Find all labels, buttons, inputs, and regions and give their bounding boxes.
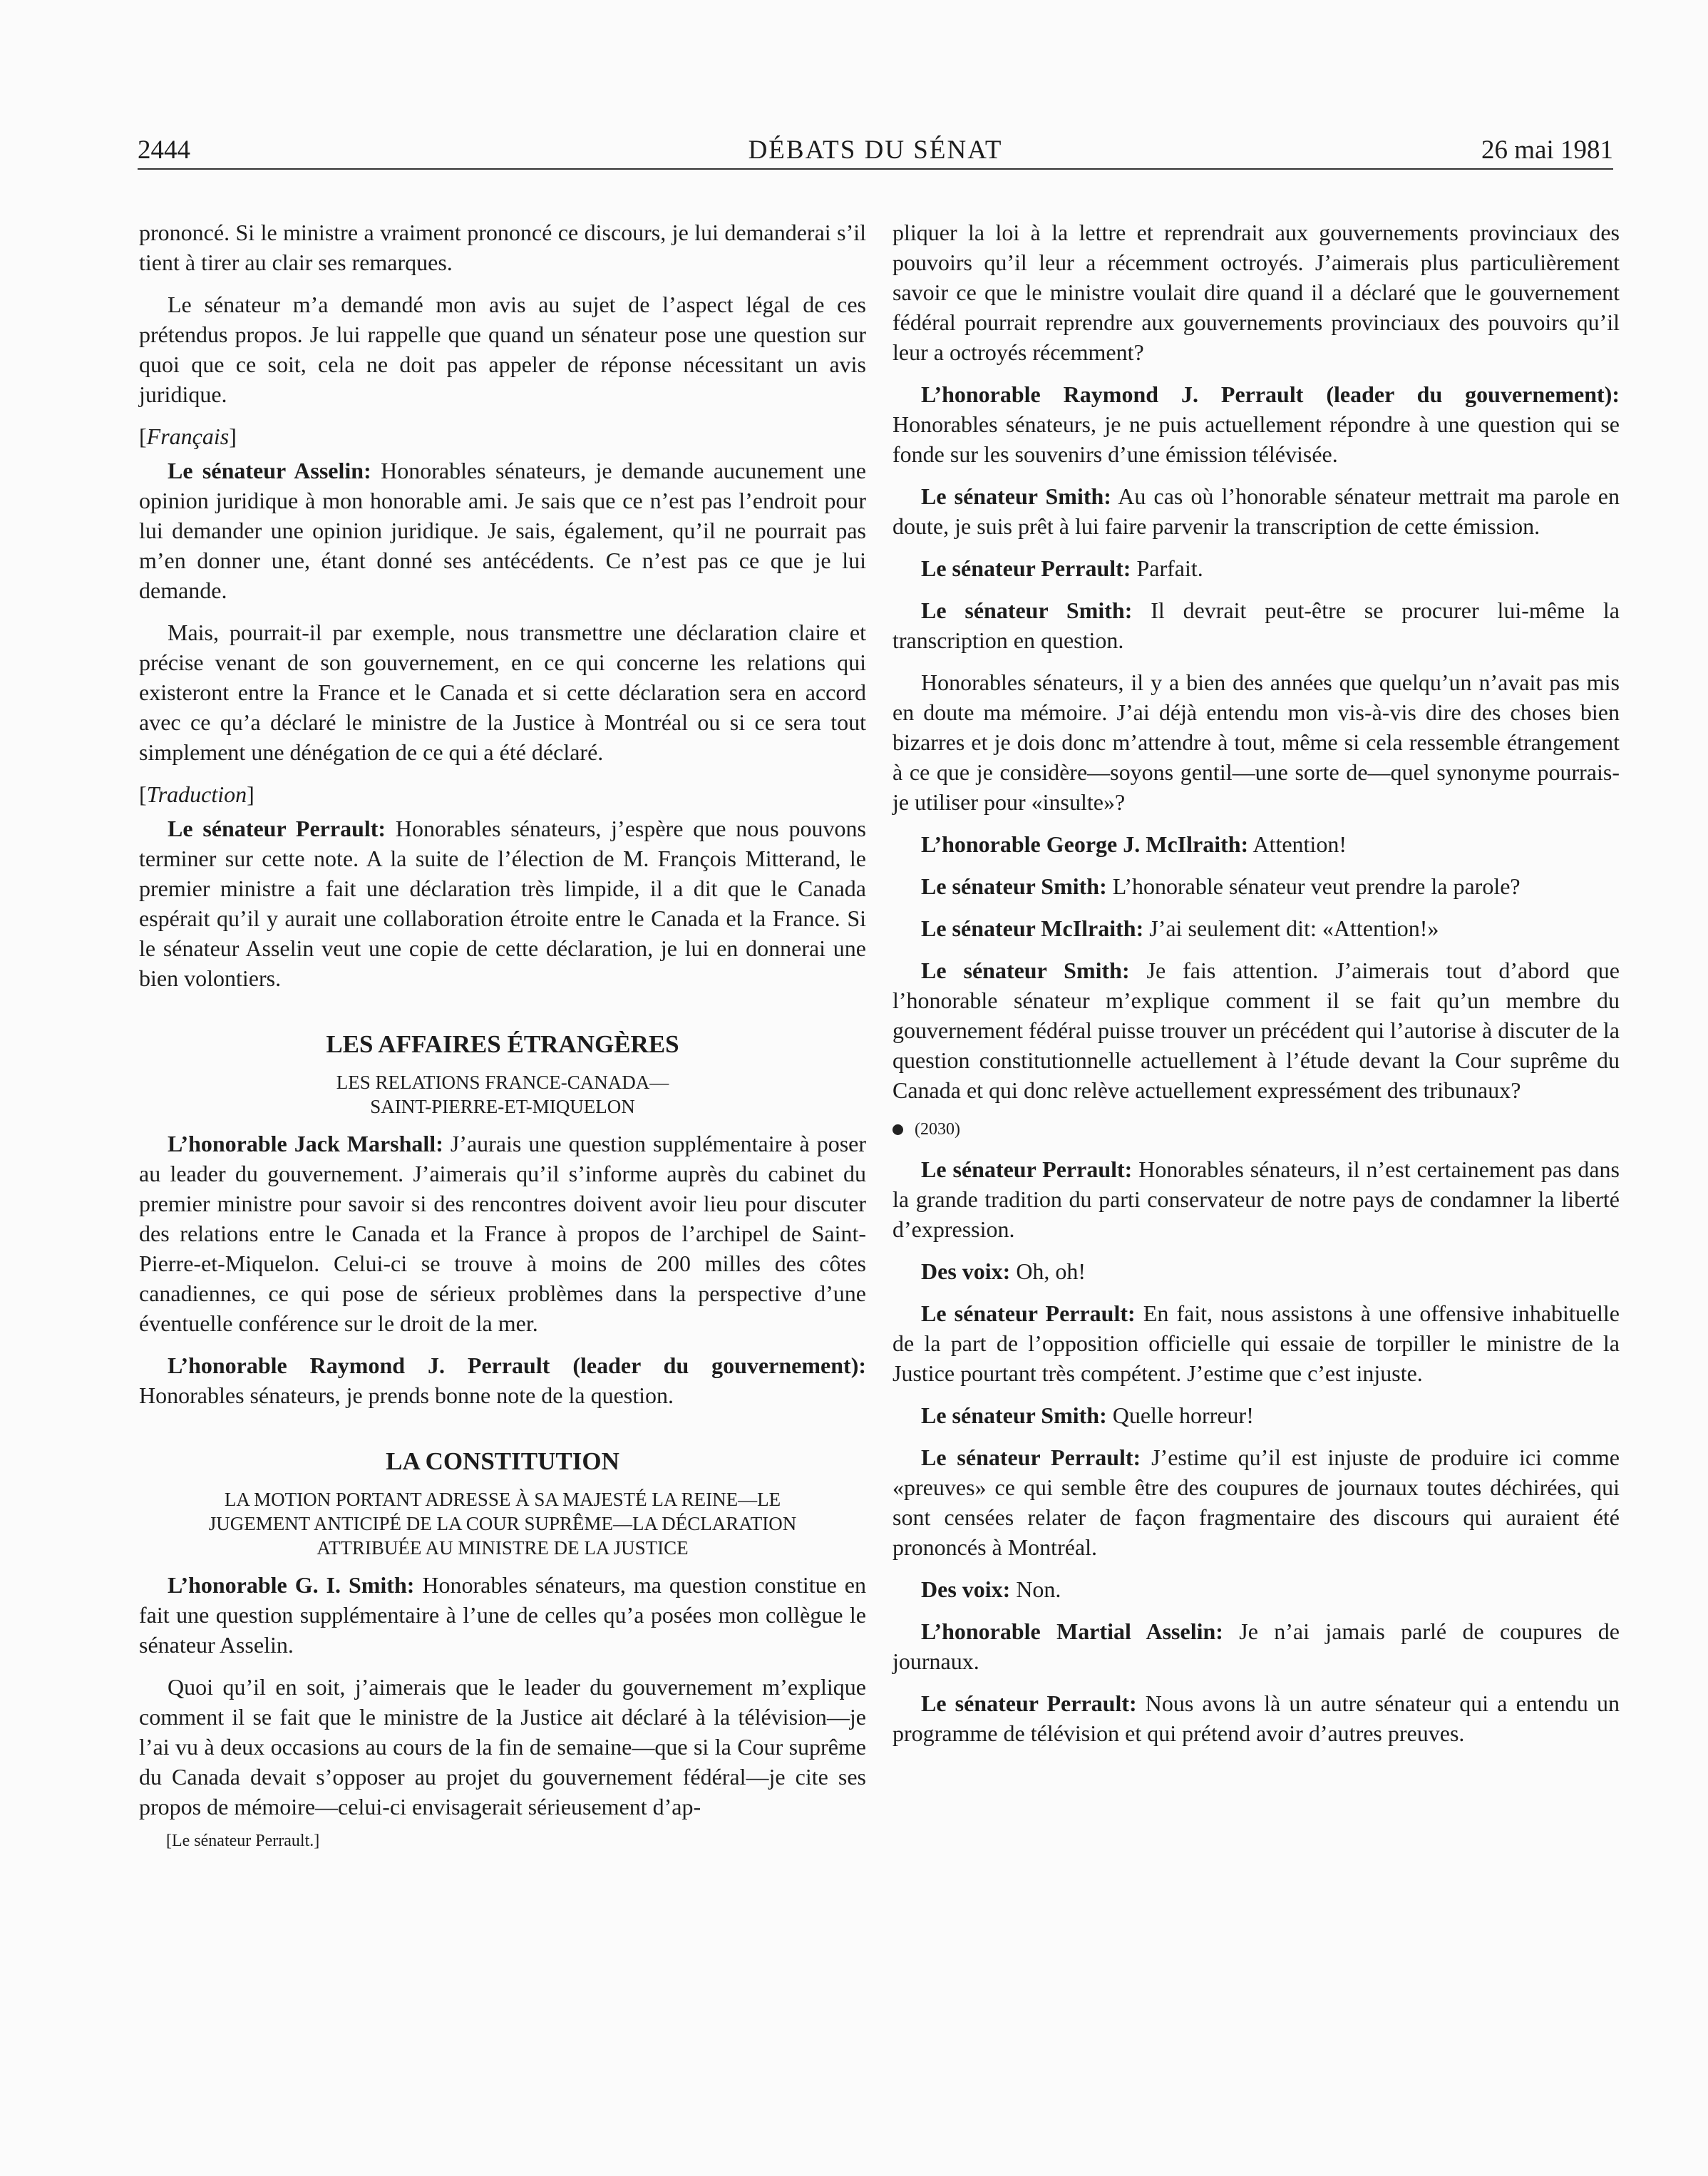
speech-text: Quelle horreur!: [1106, 1402, 1254, 1428]
paragraph: [892, 955, 1620, 1105]
paragraph: [892, 1256, 1620, 1286]
speech-text: En fait, nous assistons à une offensive inhabituelle de la part de l’opposition officielle qui essaie de torpiller le ministre de la Justice pourtant très compétent. J’estime que c’est injuste.: [892, 1300, 1620, 1386]
speaker-note: [Le sénateur Perrault.]: [166, 1832, 320, 1850]
speaker-name: Le sénateur Smith:: [921, 958, 1130, 983]
language-marker: [Traduction]: [139, 781, 254, 807]
paragraph: [892, 1400, 1620, 1430]
paragraph: [892, 595, 1620, 655]
speaker-name: Le sénateur Smith:: [921, 1402, 1107, 1428]
speech-text: Je n’ai jamais parlé de coupures de journaux.: [892, 1618, 1620, 1674]
speaker-name: L’honorable George J. McIlraith:: [921, 831, 1249, 857]
time-marker-label: (2030): [915, 1120, 960, 1139]
publication-date: 26 mai 1981: [1481, 135, 1613, 165]
speech-text: Non.: [1010, 1576, 1061, 1602]
bullet-dot-icon: [892, 1124, 903, 1135]
speaker-name: L’honorable Martial Asselin:: [921, 1618, 1223, 1644]
paragraph: [892, 1574, 1620, 1604]
speaker-name: Le sénateur Smith:: [921, 597, 1133, 623]
language-marker: [Français]: [139, 424, 237, 449]
paragraph: [892, 379, 1620, 469]
paragraph: Honorables sénateurs, il y a bien des années que quelqu’un n’avait pas mis en doute ma mémoire. J’ai déjà entendu mon vis-à-vis dire des choses bien bizarres et je dois donc m’attendre à tout, même si cela ressemble étrangement à ce que je considère—soyons gentil—une sorte de—quel synonyme pourrais-je utiliser pour «insulte»?: [892, 669, 1620, 815]
speaker-name: Le sénateur Perrault:: [921, 1444, 1141, 1470]
paragraph: [139, 456, 866, 605]
speech-text: J’ai seulement dit: «Attention!»: [1143, 915, 1439, 941]
speech-text: Au cas où l’honorable sénateur mettrait ma parole en doute, je suis prêt à lui faire parvenir la transcription de cette émission.: [892, 483, 1620, 539]
speaker-name: L’honorable Raymond J. Perrault (leader du gouvernement):: [921, 381, 1620, 407]
speech-text: J’aurais une question supplémentaire à poser au leader du gouvernement. J’aimerais qu’il s’informe auprès du cabinet du premier ministre pour savoir si des rencontres doivent avoir lieu pour discuter des relations entre le Canada et la France à propos de l’archipel de Saint-Pierre-et-Miquelon. Celui-ci se trouve à moins de 200 milles des côtes canadiennes, ce qui pose de sérieux problèmes dans la perspective d’une éventuelle conférence sur le droit de la mer.: [139, 1131, 866, 1336]
subtitle-line: LA MOTION PORTANT ADRESSE À SA MAJESTÉ LA REINE—LE: [224, 1489, 781, 1510]
left-column: [139, 217, 866, 1852]
speaker-name: Le sénateur Perrault:: [921, 1156, 1133, 1182]
paragraph: [892, 1298, 1620, 1388]
language-label: Traduction: [146, 781, 247, 807]
speaker-name: Le sénateur Perrault:: [921, 555, 1131, 581]
paragraph: [139, 1350, 866, 1410]
speaker-name: Le sénateur Asselin:: [168, 458, 371, 483]
speaker-name: L’honorable Raymond J. Perrault (leader du gouvernement):: [168, 1353, 866, 1378]
speech-text: Attention!: [1248, 831, 1347, 857]
page-header: [138, 133, 1613, 170]
paragraph: [892, 1616, 1620, 1676]
speaker-name: L’honorable Jack Marshall:: [168, 1131, 443, 1156]
paragraph: [892, 1154, 1620, 1244]
speech-text: Honorables sénateurs, je ne puis actuellement répondre à une question qui se fonde sur les souvenirs d’une émission télévisée.: [892, 411, 1620, 467]
paragraph: [892, 913, 1620, 943]
paragraph: Mais, pourrait-il par exemple, nous transmettre une déclaration claire et précise venant de son gouvernement, en ce qui concerne les relations qui existeront entre la France et le Canada et si cette déclaration sera en accord avec ce qu’a déclaré le ministre de la Justice à Montréal ou si ce sera tout simplement une dénégation de ce qui a été déclaré.: [139, 620, 866, 765]
speaker-name: Des voix:: [921, 1576, 1011, 1602]
paragraph: [892, 871, 1620, 901]
section-subtitle: [139, 1070, 866, 1119]
speech-text: Honorables sénateurs, je prends bonne note de la question.: [139, 1382, 674, 1408]
subtitle-line: SAINT-PIERRE-ET-MIQUELON: [370, 1096, 635, 1117]
speech-text: Honorables sénateurs, je demande aucunement une opinion juridique à mon honorable ami. Je sais que ce n’est pas l’endroit pour lui demander une opinion juridique. Je sais, également, qu’il ne pourrait pas m’en donner une, étant donné ses antécédents. Ce n’est pas ce que je lui demande.: [139, 458, 866, 603]
paragraph: Quoi qu’il en soit, j’aimerais que le leader du gouvernement m’explique comment il se fait que le ministre de la Justice ait déclaré à la télévision—je l’ai vu à deux occasions au cours de la fin de semaine—que si la Cour suprême du Canada devait s’opposer au projet du gouvernement fédéral—je cite ses propos de mémoire—celui-ci envisagerait sérieusement d’ap-: [139, 1674, 866, 1820]
speech-text: Je fais attention. J’aimerais tout d’abord que l’honorable sénateur m’explique comment il se fait qu’un membre du gouvernement fédéral puisse trouver un précédent qui l’autorise à discuter de la question constitutionnelle actuellement à l’étude devant la Cour suprême du Canada et qui donc relève actuellement expressément des tribunaux?: [892, 958, 1620, 1103]
speaker-name: Le sénateur Smith:: [921, 873, 1107, 899]
speaker-name: Des voix:: [921, 1258, 1011, 1284]
paragraph: [892, 829, 1620, 859]
time-marker: [892, 1117, 1620, 1141]
paragraph: [892, 1688, 1620, 1748]
speech-text: Oh, oh!: [1010, 1258, 1086, 1284]
page-number: 2444: [138, 135, 190, 165]
speaker-name: Le sénateur McIlraith:: [921, 915, 1144, 941]
language-label: Français: [146, 424, 230, 449]
paragraph: [892, 481, 1620, 541]
subtitle-line: ATTRIBUÉE AU MINISTRE DE LA JUSTICE: [317, 1537, 689, 1559]
subtitle-line: JUGEMENT ANTICIPÉ DE LA COUR SUPRÊME—LA DÉCLARATION: [208, 1513, 797, 1534]
section-title: LES AFFAIRES ÉTRANGÈRES: [326, 1030, 679, 1058]
paragraph: [139, 1570, 866, 1660]
speech-text: Honorables sénateurs, ma question constitue en fait une question supplémentaire à l’une de celles qu’a posées mon collègue le sénateur Asselin.: [139, 1572, 867, 1658]
speech-text: J’estime qu’il est injuste de produire ici comme «preuves» ce qui semble être des coupures de journaux toutes déchirées, qui sont censées relater de façon fragmentaire des discours qui auraient été prononcés à Montréal.: [892, 1444, 1620, 1560]
section-title: LA CONSTITUTION: [386, 1447, 619, 1475]
paragraph: Le sénateur m’a demandé mon avis au sujet de l’aspect légal de ces prétendus propos. Je lui rappelle que quand un sénateur pose une question sur quoi que ce soit, cela ne doit pas appeler de réponse nécessitant un avis juridique.: [139, 292, 866, 407]
speaker-name: Le sénateur Perrault:: [921, 1300, 1136, 1326]
speech-text: Il devrait peut-être se procurer lui-même la transcription en question.: [892, 597, 1620, 653]
right-column: [892, 217, 1620, 1760]
speaker-name: L’honorable G. I. Smith:: [168, 1572, 415, 1598]
speaker-name: Le sénateur Smith:: [921, 483, 1111, 509]
speaker-name: Le sénateur Perrault:: [921, 1690, 1137, 1716]
paragraph: [892, 1442, 1620, 1562]
publication-title: DÉBATS DU SÉNAT: [748, 135, 1003, 165]
section-subtitle: [139, 1487, 866, 1560]
speech-text: Honorables sénateurs, il n’est certainement pas dans la grande tradition du parti conservateur de notre pays de condamner la liberté d’expression.: [892, 1156, 1620, 1242]
paragraph: [139, 814, 866, 993]
paragraph: [892, 553, 1620, 583]
paragraph: prononcé. Si le ministre a vraiment prononcé ce discours, je lui demanderai s’il tient à tirer au clair ses remarques.: [139, 220, 866, 275]
speech-text: Nous avons là un autre sénateur qui a entendu un programme de télévision et qui prétend avoir d’autres preuves.: [892, 1690, 1620, 1746]
paragraph: [139, 1129, 866, 1338]
speech-text: Honorables sénateurs, j’espère que nous pouvons terminer sur cette note. A la suite de l’élection de M. François Mitterand, le premier ministre a fait une déclaration très limpide, il a dit que le Canada espérait qu’il y aurait une collaboration étroite entre le Canada et la France. Si le sénateur Asselin veut une copie de cette déclaration, je lui en donnerai une bien volontiers.: [139, 816, 867, 991]
paragraph: pliquer la loi à la lettre et reprendrait aux gouvernements provinciaux des pouvoirs qu’il leur a récemment octroyés. J’aimerais plus particulièrement savoir ce que le ministre voulait dire quand il a déclaré que le gouvernement fédéral pourrait reprendre aux gouvernements provinciaux des pouvoirs qu’il leur a octroyés récemment?: [892, 220, 1620, 365]
speech-text: Parfait.: [1131, 555, 1203, 581]
subtitle-line: LES RELATIONS FRANCE-CANADA—: [336, 1072, 669, 1093]
speaker-name: Le sénateur Perrault:: [168, 816, 386, 841]
speech-text: L’honorable sénateur veut prendre la parole?: [1106, 873, 1521, 899]
